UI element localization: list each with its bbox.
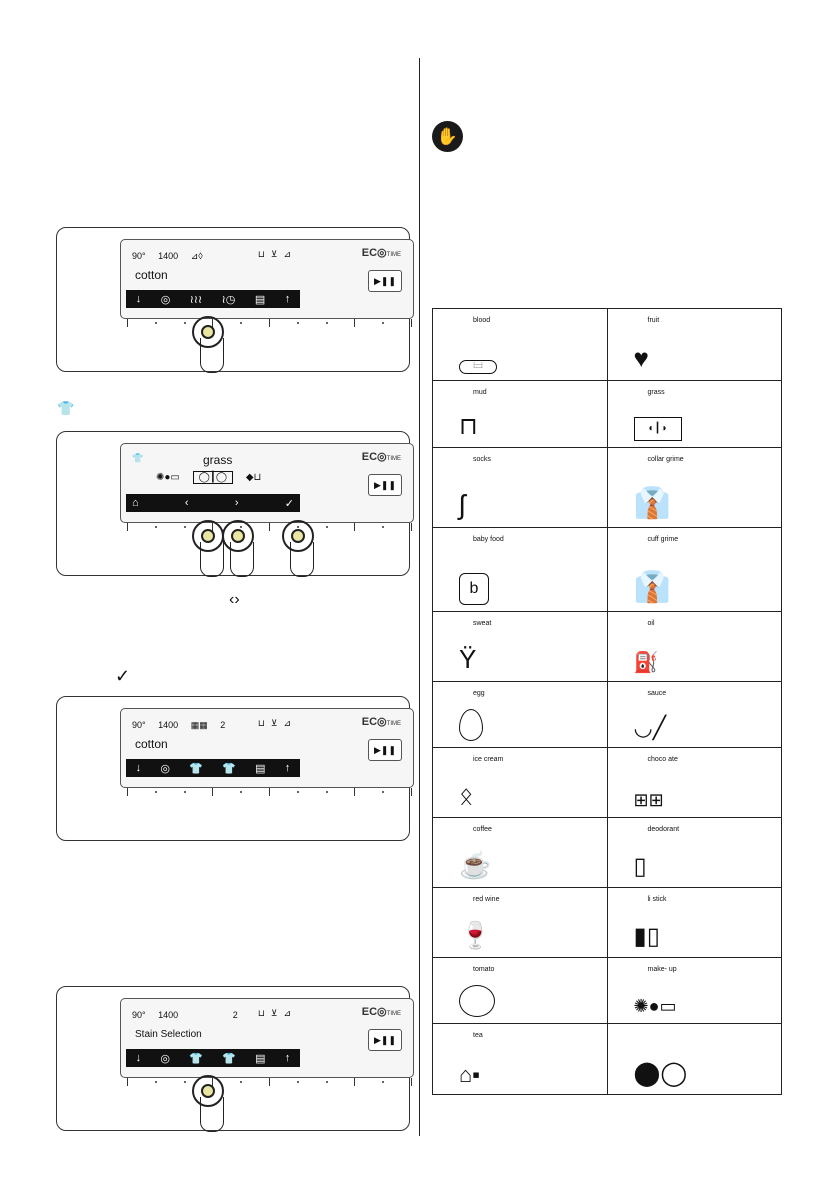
egg-icon	[459, 709, 483, 741]
stain-cell-egg	[433, 682, 608, 748]
lcd-top-row	[132, 453, 153, 464]
stained-basin-icon: ⬤◯	[633, 1060, 688, 1087]
up-arrow-icon[interactable]: ↑	[284, 1052, 291, 1064]
lcd-display	[126, 449, 300, 512]
control-panel-3	[56, 696, 410, 841]
stain-cell-oil	[607, 612, 782, 682]
ice-cream-icon: ᛟ	[459, 783, 474, 810]
button-ticks	[127, 1077, 412, 1087]
shirt-icon[interactable]: 👕	[189, 1052, 203, 1065]
chevron-right-icon[interactable]: ›	[234, 497, 239, 509]
stain-cell-blood	[433, 309, 608, 381]
stain-cell-cuff-grime	[607, 528, 782, 612]
makeup-small-icon: ✺●▭	[156, 472, 180, 483]
stain-label: make- up	[647, 966, 677, 973]
stop-hand-icon: ✋	[432, 121, 463, 152]
stain-cell-lipstick	[607, 888, 782, 958]
button-ticks	[127, 522, 412, 532]
control-panel-1	[56, 227, 410, 372]
grass-field-icon: ◯┃◯	[193, 471, 233, 484]
option-bar	[126, 759, 300, 777]
lipstick-icon: ▮▯	[633, 923, 660, 950]
home-icon[interactable]: ⌂	[132, 497, 139, 509]
tomato-icon	[459, 985, 495, 1017]
temperature-icon[interactable]: ↓	[135, 1052, 142, 1064]
program-name: cotton	[135, 737, 168, 751]
stain-cell-ice-cream	[433, 748, 608, 818]
football-field-icon: ◐┃◑	[634, 417, 682, 441]
display-frame	[120, 443, 414, 523]
sock-icon: ʃ	[459, 489, 466, 520]
temperature-icon[interactable]: ↓	[135, 293, 142, 305]
spray-can-icon: ▯	[633, 853, 647, 880]
control-panel-2	[56, 431, 410, 576]
stain-label: ice cream	[473, 756, 504, 763]
spin-icon[interactable]: ◎	[160, 762, 170, 775]
display-frame	[120, 998, 414, 1078]
stain-cell-baby-food	[433, 528, 608, 612]
spin-icon[interactable]: ◎	[160, 1052, 170, 1065]
options-icon[interactable]: ▤	[254, 293, 266, 306]
control-panel-4	[56, 986, 410, 1131]
stain-label: tomato	[473, 966, 495, 973]
stain-label: oil	[647, 620, 655, 627]
stain-label: red wine	[473, 896, 500, 903]
shirt-small-icon: 👕	[132, 453, 144, 463]
option-bar	[126, 290, 300, 308]
stain-cell-blank	[607, 1024, 782, 1095]
stain-label: cuff grime	[647, 536, 679, 543]
stain-label: tea	[473, 1032, 483, 1039]
stain-label: socks	[473, 456, 491, 463]
start-pause-button[interactable]: ▶❚❚	[368, 739, 402, 761]
start-pause-button[interactable]: ▶❚❚	[368, 1029, 402, 1051]
strawberry-icon: ♥	[633, 343, 649, 373]
makeup-icon: ✺●▭	[633, 996, 677, 1016]
stain-cell-grass	[607, 381, 782, 448]
stain-label: egg	[473, 690, 485, 697]
display-frame	[120, 708, 414, 788]
chocolate-bar-icon: ⊞⊞	[633, 790, 664, 810]
chevron-left-icon[interactable]: ‹	[184, 497, 189, 509]
stain-cell-deodorant	[607, 818, 782, 888]
lcd-top-row	[132, 720, 235, 731]
column-divider	[419, 58, 420, 1136]
coffee-cup-icon: ☕	[459, 850, 492, 880]
chevron-left-right-icon: ‹›	[229, 591, 240, 608]
stain-icon[interactable]: 👕	[222, 762, 236, 775]
wash-options-icon: ◆⊔	[245, 472, 262, 483]
display-frame	[120, 239, 414, 319]
status-icons: ⊔⊻⊿	[257, 1008, 297, 1018]
steam-timer-icon[interactable]: ≀◷	[221, 293, 236, 306]
stain-label: collar grime	[647, 456, 684, 463]
lcd-top-row	[132, 251, 213, 262]
stain-label: mud	[473, 389, 487, 396]
stain-table	[432, 308, 782, 1095]
stain-cell-mud	[433, 381, 608, 448]
temperature-icon[interactable]: ↓	[135, 762, 142, 774]
tea-bag-icon: ⌂▪	[459, 1062, 481, 1087]
stain-cell-coffee	[433, 818, 608, 888]
hand-icon	[290, 542, 314, 577]
stain-cell-chocolate	[607, 748, 782, 818]
hand-icon	[230, 542, 254, 577]
start-pause-button[interactable]: ▶❚❚	[368, 474, 402, 496]
boot-icon: ⊓	[459, 413, 478, 440]
stain-grid-icon: ▦▦	[190, 720, 208, 730]
temperature-value: 90°	[132, 251, 146, 261]
steam-icon[interactable]: ≀≀≀	[189, 293, 203, 306]
hand-icon	[200, 1097, 224, 1132]
stain-row	[156, 472, 271, 483]
option-bar	[126, 494, 300, 512]
blood-icon: ⁞:::⁞	[459, 360, 497, 374]
stain-cell-sauce	[607, 682, 782, 748]
stain-count: 2	[232, 1010, 238, 1020]
stain-label: li stick	[647, 896, 667, 903]
stain-cell-make-up	[607, 958, 782, 1024]
button-ticks	[127, 787, 412, 797]
stain-label: blood	[473, 317, 491, 324]
shirt-cuff-icon: 👔	[633, 571, 671, 604]
temperature-value: 90°	[132, 1010, 146, 1020]
hand-icon	[200, 338, 224, 373]
stain-count: 2	[220, 720, 226, 730]
status-icons: ⊔⊻⊿	[257, 718, 297, 728]
oil-can-icon: ⛽	[633, 652, 659, 674]
option-bar	[126, 1049, 300, 1067]
stain-cell-socks	[433, 448, 608, 528]
stain-cell-collar-grime	[607, 448, 782, 528]
program-name: cotton	[135, 268, 168, 282]
wine-glass-icon: 🍷	[459, 920, 492, 950]
up-arrow-icon[interactable]: ↑	[284, 293, 291, 305]
spin-value: 1400	[158, 720, 179, 730]
check-icon: ✓	[115, 666, 131, 686]
bib-icon: b	[459, 573, 489, 605]
eco-time-logo: EC◎TIME	[361, 247, 401, 259]
stain-cell-red-wine	[433, 888, 608, 958]
stain-label: sauce	[647, 690, 667, 697]
hand-icon	[200, 542, 224, 577]
start-pause-button[interactable]: ▶❚❚	[368, 270, 402, 292]
stain-cell-tea	[433, 1024, 608, 1095]
stain-label: baby food	[473, 536, 504, 543]
spin-value: 1400	[158, 251, 179, 261]
temperature-value: 90°	[132, 720, 146, 730]
stain-name: grass	[203, 453, 233, 467]
stain-icon[interactable]: 👕	[222, 1052, 236, 1065]
stain-label: sweat	[473, 620, 492, 627]
status-icons: ⊔⊻⊿	[257, 249, 297, 259]
stain-label: fruit	[647, 317, 660, 324]
button-ticks	[127, 318, 412, 328]
stain-cell-sweat	[433, 612, 608, 682]
stain-cell-tomato	[433, 958, 608, 1024]
spin-icon[interactable]: ◎	[160, 293, 171, 306]
stain-label: coffee	[473, 826, 492, 833]
confirm-check-icon[interactable]: ✓	[284, 497, 294, 510]
shirt-collar-icon: 👔	[633, 487, 671, 520]
eco-time-logo: EC◎TIME	[361, 1006, 401, 1018]
weightlifter-icon: Ÿ	[459, 644, 477, 674]
eco-time-logo: EC◎TIME	[361, 716, 401, 728]
stain-label: grass	[647, 389, 665, 396]
lcd-top-row	[132, 1010, 248, 1020]
options-icon[interactable]: ▤	[255, 1052, 266, 1065]
ladle-icon: ◡╱	[633, 715, 666, 740]
shirt-icon[interactable]: 👕	[189, 762, 203, 775]
stain-shirt-icon: 👕	[57, 400, 75, 416]
options-icon[interactable]: ▤	[255, 762, 266, 775]
up-arrow-icon[interactable]: ↑	[284, 762, 291, 774]
eco-time-logo: EC◎TIME	[361, 451, 401, 463]
stain-label: deodorant	[647, 826, 680, 833]
program-name: Stain Selection	[135, 1029, 202, 1040]
stain-label: choco ate	[647, 756, 678, 763]
stain-cell-fruit	[607, 309, 782, 381]
spin-value: 1400	[158, 1010, 179, 1020]
dry-icon: ⊿◊	[190, 251, 203, 261]
